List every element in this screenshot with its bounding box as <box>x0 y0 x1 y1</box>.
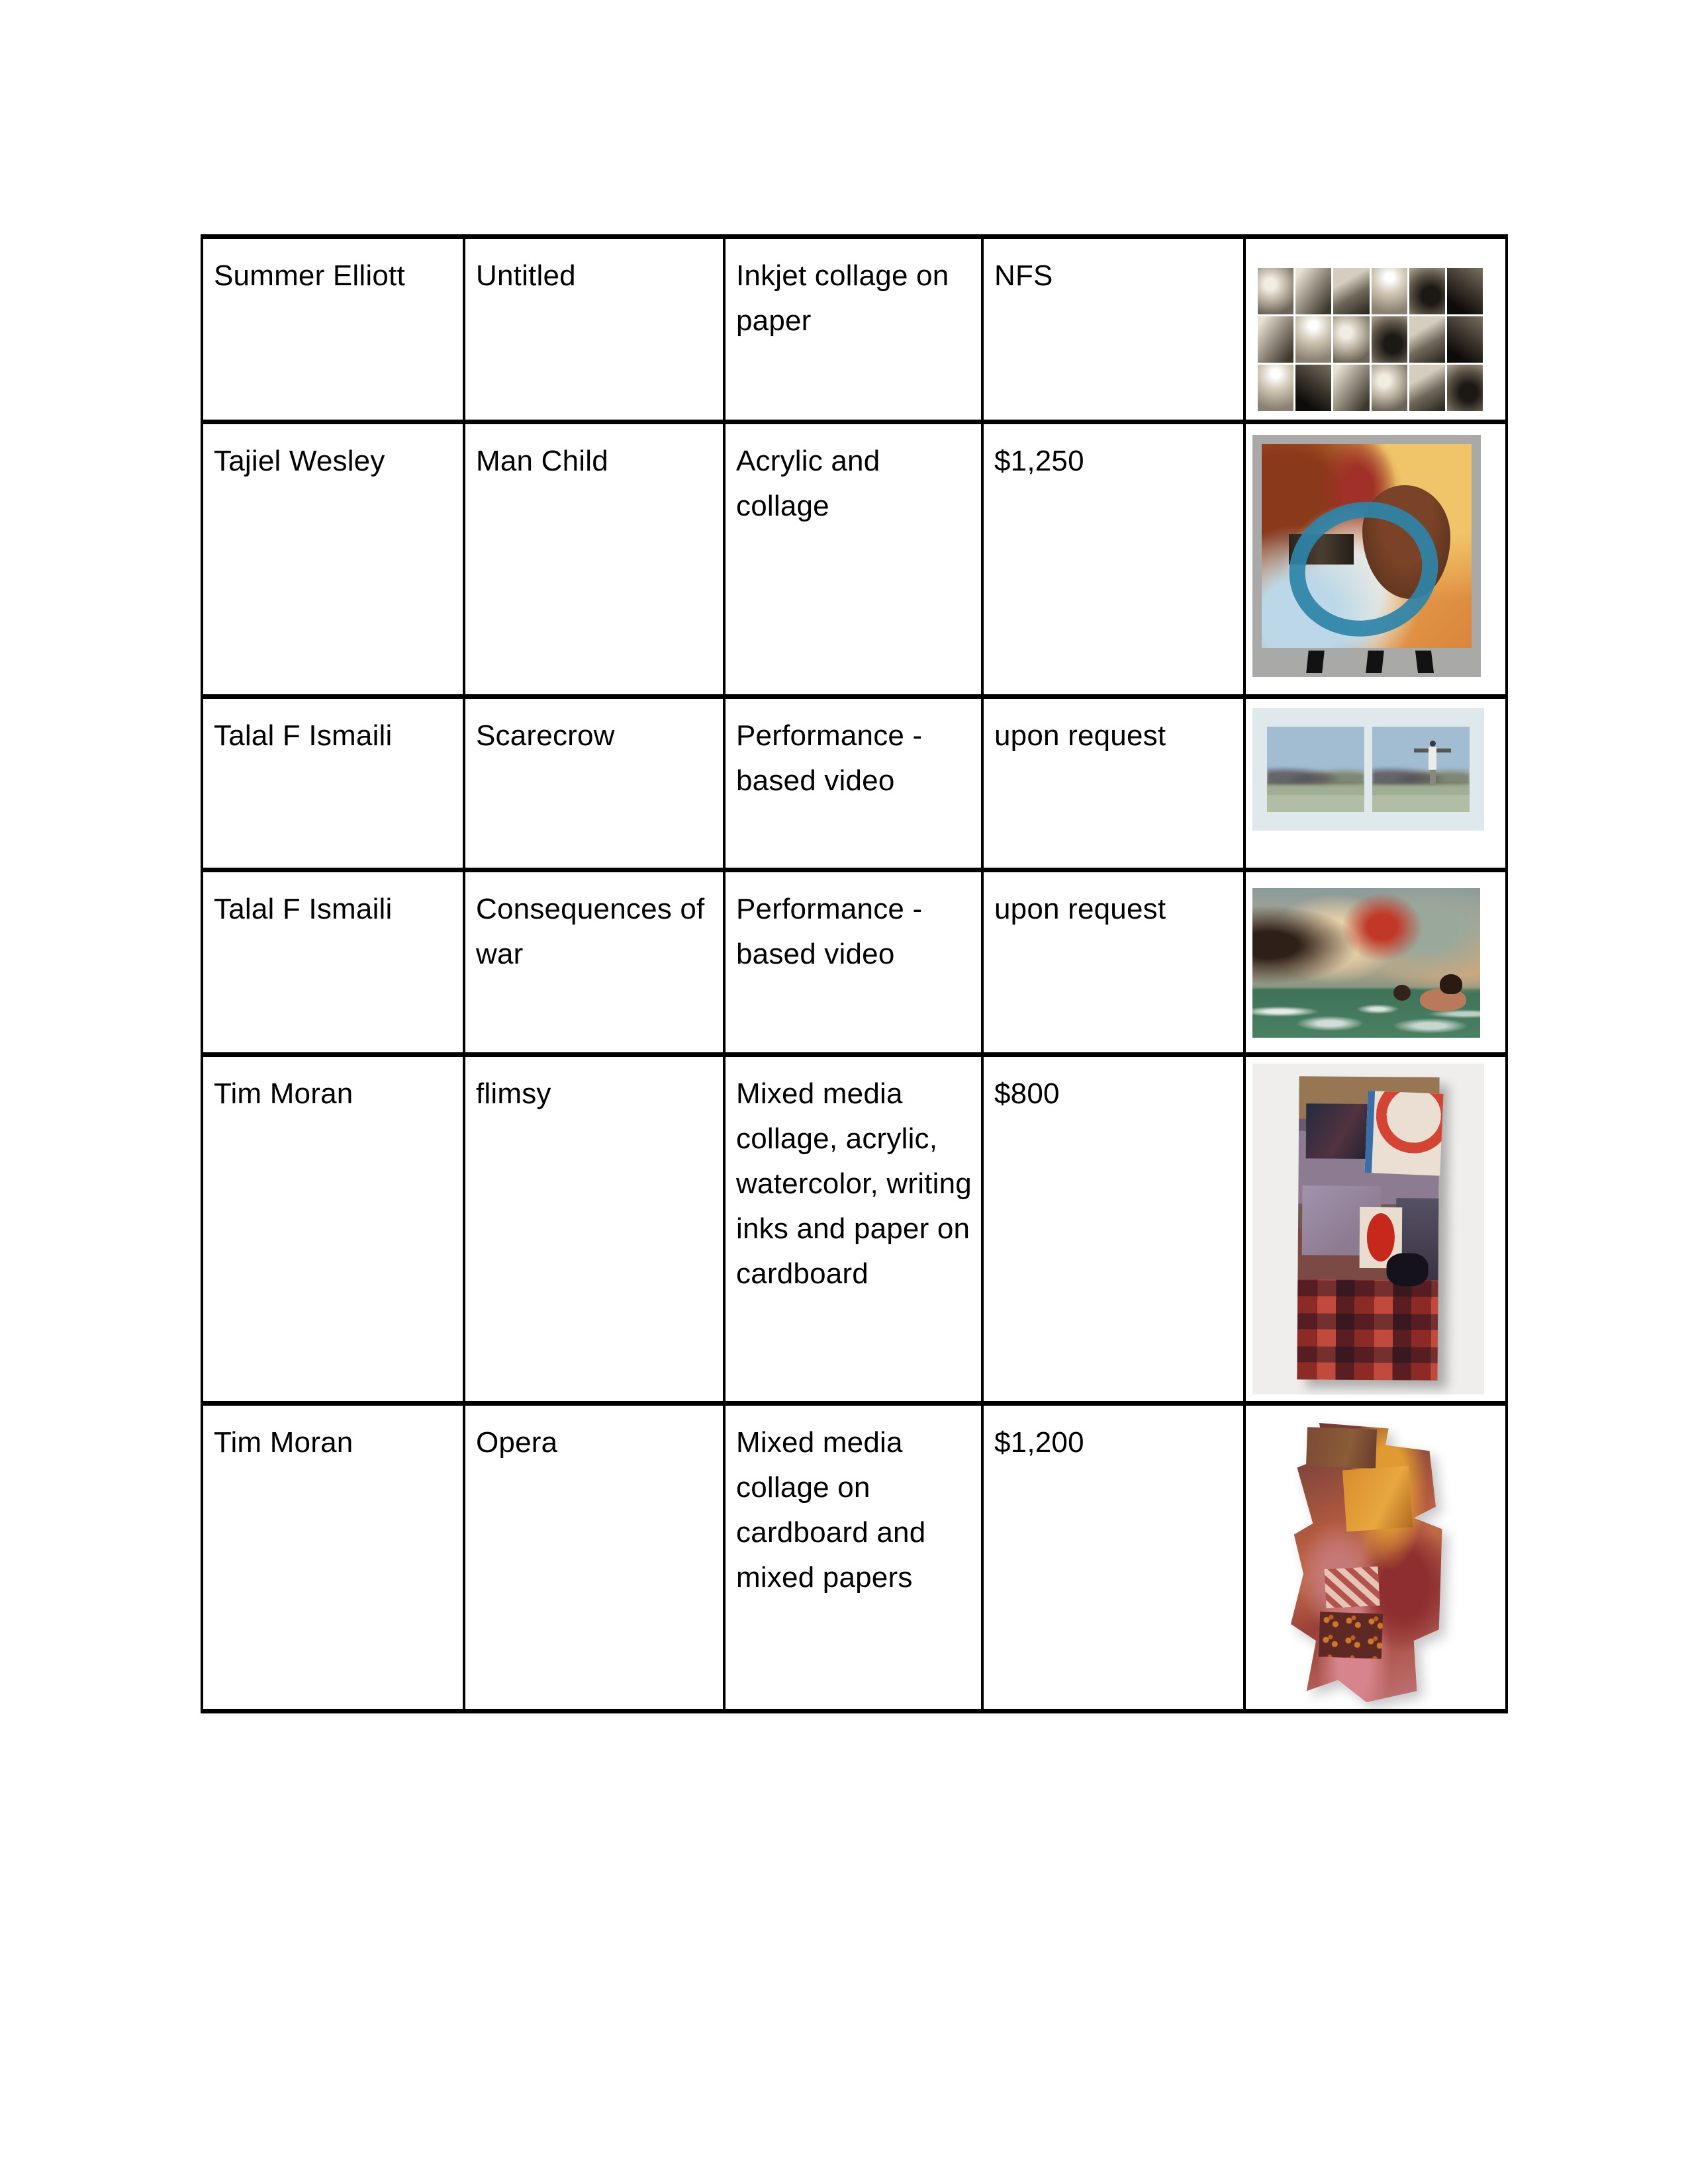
image-cell <box>1244 1055 1507 1404</box>
artist-cell <box>202 422 464 697</box>
collage-patch <box>1342 1465 1413 1531</box>
table-row <box>202 697 1507 870</box>
video-still <box>1267 727 1364 812</box>
artwork-medium: Mixed media collage on cardboard and mixed papers <box>736 1426 926 1594</box>
artist-name: Tim Moran <box>214 1077 353 1110</box>
artwork-price: $1,250 <box>994 445 1084 477</box>
artwork-title: Untitled <box>476 259 576 292</box>
collage-tile <box>1409 316 1445 363</box>
table-row <box>202 1055 1507 1404</box>
photo-background <box>1252 1064 1484 1394</box>
table-row <box>202 422 1507 697</box>
artist-name: Summer Elliott <box>214 259 405 292</box>
collage-tile <box>1295 268 1331 314</box>
title-cell <box>464 422 724 697</box>
collage-tile <box>1447 316 1483 363</box>
medium-cell <box>724 422 982 697</box>
tree-line <box>1267 761 1364 785</box>
artwork-price: $1,200 <box>994 1426 1084 1459</box>
artwork-price: upon request <box>994 893 1166 925</box>
title-cell <box>464 697 724 870</box>
artist-cell <box>202 1404 464 1711</box>
artwork-thumbnail-opera <box>1291 1423 1448 1702</box>
collage-tile <box>1409 365 1445 411</box>
artwork-medium: Inkjet collage on paper <box>736 259 949 337</box>
collage-tile <box>1372 316 1407 363</box>
swimmers <box>1387 974 1466 1017</box>
image-cell <box>1244 237 1507 422</box>
collage-tile <box>1447 365 1483 411</box>
scarecrow-figure <box>1413 741 1452 787</box>
artwork-thumbnail-scarecrow <box>1252 708 1484 831</box>
title-cell <box>464 1055 724 1404</box>
collage-tile <box>1295 316 1331 363</box>
collage-patch <box>1386 1253 1429 1287</box>
collage-tile <box>1333 365 1369 411</box>
table-row <box>202 1404 1507 1711</box>
collage-patch <box>1305 1104 1373 1159</box>
artwork-thumbnail-man-child <box>1252 435 1481 677</box>
title-cell <box>464 237 724 422</box>
collage-tile <box>1372 268 1407 314</box>
artist-cell <box>202 1055 464 1404</box>
collage-patch <box>1364 1091 1444 1175</box>
artwork-price: NFS <box>994 259 1053 292</box>
artwork-price: upon request <box>994 719 1166 752</box>
artwork-medium: Performance -based video <box>736 893 923 970</box>
price-cell <box>982 422 1244 697</box>
artist-cell <box>202 870 464 1055</box>
medium-cell <box>724 237 982 422</box>
artwork-thumbnail-flimsy <box>1297 1076 1439 1380</box>
artist-cell <box>202 697 464 870</box>
artwork-table <box>201 234 1508 1713</box>
collage-tile <box>1258 268 1293 314</box>
artwork-title: Scarecrow <box>476 719 615 752</box>
artwork-thumbnail-untitled <box>1258 268 1483 411</box>
table-row <box>202 870 1507 1055</box>
image-cell <box>1244 1404 1507 1711</box>
artwork-thumbnail-consequences-of-war <box>1252 888 1480 1038</box>
artwork-title: Man Child <box>476 445 608 477</box>
collage-patch <box>1319 1612 1383 1659</box>
image-cell <box>1244 870 1507 1055</box>
easel-legs <box>1252 651 1481 673</box>
artist-cell <box>202 237 464 422</box>
collage-patch <box>1306 1428 1377 1469</box>
artist-name: Tajiel Wesley <box>214 445 385 477</box>
collage-tile <box>1333 268 1369 314</box>
title-cell <box>464 1404 724 1711</box>
artwork-medium: Performance -based video <box>736 719 923 797</box>
collage-tile <box>1258 316 1293 363</box>
price-cell <box>982 1055 1244 1404</box>
title-cell <box>464 870 724 1055</box>
artwork-medium: Acrylic and collage <box>736 445 880 522</box>
price-cell <box>982 1404 1244 1711</box>
medium-cell <box>724 1055 982 1404</box>
collage-patch <box>1325 1567 1380 1608</box>
collage-tile <box>1372 365 1407 411</box>
table-row <box>202 237 1507 422</box>
artwork-price: $800 <box>994 1077 1060 1110</box>
price-cell <box>982 237 1244 422</box>
collage-tile <box>1447 268 1483 314</box>
artwork-title: Opera <box>476 1426 558 1459</box>
collage-tile <box>1295 365 1331 411</box>
image-cell <box>1244 422 1507 697</box>
collage-tile <box>1258 365 1293 411</box>
medium-cell <box>724 870 982 1055</box>
collage-patch <box>1297 1279 1438 1381</box>
medium-cell <box>724 1404 982 1711</box>
medium-cell <box>724 697 982 870</box>
artwork-medium: Mixed media collage, acrylic, watercolor, writing inks and paper on cardboard <box>736 1077 972 1290</box>
artwork-title: flimsy <box>476 1077 551 1110</box>
image-cell <box>1244 697 1507 870</box>
collage-tile <box>1333 316 1369 363</box>
artist-name: Talal F Ismaili <box>214 893 393 925</box>
artist-name: Talal F Ismaili <box>214 719 393 752</box>
price-cell <box>982 870 1244 1055</box>
video-still <box>1372 727 1470 812</box>
artist-name: Tim Moran <box>214 1426 353 1459</box>
collage-tile <box>1409 268 1445 314</box>
artwork-title: Consequences of war <box>476 893 705 970</box>
painting-surface <box>1262 444 1472 648</box>
price-cell <box>982 697 1244 870</box>
